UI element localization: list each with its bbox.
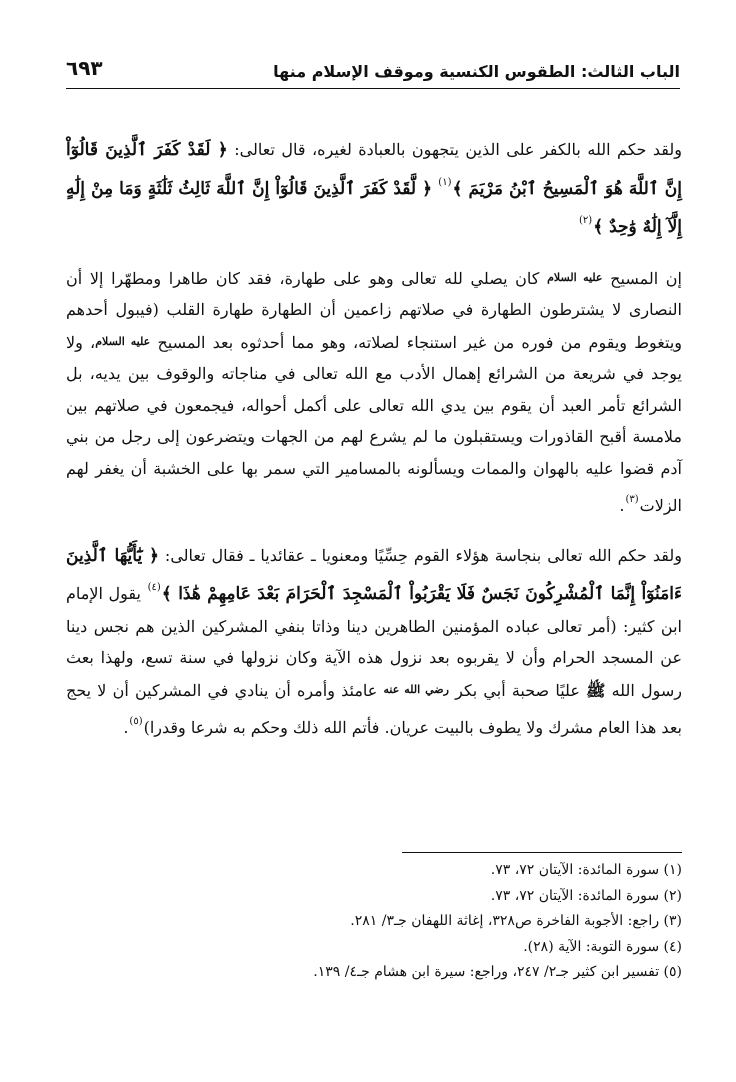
running-header bbox=[66, 50, 680, 90]
footnote-ref[interactable]: (٥) bbox=[129, 716, 143, 727]
paragraph-text: إن المسيح bbox=[610, 268, 683, 288]
paragraph-text: ولقد حكم الله بالكفر على الذين يتجهون بالعبادة لغيره، قال تعالى: bbox=[234, 140, 683, 159]
footnote-ref[interactable]: (٤) bbox=[147, 582, 161, 593]
honorific: رضي الله عنه bbox=[383, 682, 449, 696]
footnote-2: (٢) سورة المائدة: الآيتان ٧٢، ٧٣. bbox=[490, 887, 682, 904]
paragraph-text: ولقد حكم الله تعالى بنجاسة هؤلاء القوم حِسِّيًا ومعنويا ـ عقائديا ـ فقال تعالى: bbox=[164, 545, 682, 565]
footnotes bbox=[66, 858, 682, 986]
quran-verse: ﴿ يَٰٓأَيُّهَا ٱلَّذِينَ ءَامَنُوٓاْ إِنَّمَا ٱلْمُشْرِكُونَ نَجَسٌ فَلَا يَقْرَبُواْ ٱلْمَسْجِدَ ٱلْحَرَامَ بَعْدَ عَامِهِمْ هَٰذَا ﴾ bbox=[66, 545, 682, 604]
paragraph-text: ، ولا يوجد في شريعة من الشرائع إهمال الأدب مع الله تعالى في مناجاته والوقوف بين يديه، بل الشرائع تأمر العبد أن يقوم بين يدي الله تعالى على أكمل أحواله، فيجمعون في صلاتهم بين ملامسة أقبح القاذورات ويستقبلون ما لم يشرع لهم من الجهات ويتضرعون إلى رجل من بني آدم قضوا عليه بالهوان والممات ويسألونه بالمسامير التي سمر بها على الخشبة أن يغفر لهم الزلات bbox=[66, 332, 683, 515]
quran-verse: ﴿ لَّقَدْ كَفَرَ ٱلَّذِينَ قَالُوٓاْ إِنَّ ٱللَّهَ ثَالِثُ ثَلَٰثَةٍ وَمَا مِنْ إِلَٰهٍ إِلَّآ إِلَٰهٌ وَٰحِدٌ ﴾ bbox=[66, 178, 682, 237]
footnote-4: (٤) سورة التوبة: الآية (٢٨). bbox=[523, 938, 682, 955]
footnote-ref[interactable]: (٢) bbox=[579, 215, 593, 226]
paragraph-3: ولقد حكم الله تعالى بنجاسة هؤلاء القوم حِسِّيًا ومعنويا ـ عقائديا ـ فقال تعالى: ﴿ يَٰٓأَيُّهَا ٱلَّذِينَ ءَامَنُوٓاْ إِنَّمَا ٱلْمُشْرِكُونَ نَجَسٌ فَلَا يَقْرَبُواْ ٱلْمَسْجِدَ ٱلْحَرَامَ بَعْدَ عَامِهِمْ هَٰذَا ﴾$^{(٤)}$ يقول الإمام ابن كثير: (أمر تعالى عباده المؤمنين الطاهرين دينا وذاتا بنفي المشركين الذين هم نجس دينا عن المسجد الحرام وأن لا يقربوه بعد نزول هذه الآية وكان نزولها في سنة تسع، ولهذا بعث رسول الله ﷺ عليًا صحبة أبي بكر رضي الله عنه عامئذ وأمره أن ينادي في المشركين أن لا يحج بعد هذا العام مشرك ولا يطوف بالبيت عريان. فأتم الله ذلك وحكم به شرعا وقدرا)$^{(٥)}$. bbox=[66, 545, 682, 737]
paragraph-text: كان يصلي لله تعالى وهو على طهارة، فقد كان طاهرا ومطهّرا إلا أن النصارى لا يشترطون الطهارة في صلاتهم زاعمين أن الطهارة طهارة القلب (فيبول أحدهم ويتغوط ويقوم من فوره من غير استنجاء لصلاته، وهو مما أحدثوه بعد المسيح bbox=[66, 268, 682, 352]
paragraph-text: عليًا صحبة أبي بكر bbox=[455, 680, 580, 700]
footnote-ref[interactable]: (١) bbox=[438, 176, 452, 188]
chapter-title: الباب الثالث: الطقوس الكنسية وموقف الإسلام منها bbox=[273, 62, 680, 81]
quran-verse: ﴿ لَقَدْ كَفَرَ ٱلَّذِينَ قَالُوٓاْ إِنَّ ٱللَّهَ هُوَ ٱلْمَسِيحُ ٱبْنُ مَرْيَمَ ﴾ bbox=[66, 140, 682, 199]
honorific: عليه السلام bbox=[95, 334, 151, 348]
footnote-1: (١) سورة المائدة: الآيتان ٧٢، ٧٣. bbox=[490, 862, 682, 878]
main-text bbox=[66, 134, 682, 762]
paragraph-2: إن المسيح عليه السلام كان يصلي لله تعالى وهو على طهارة، فقد كان طاهرا ومطهّرا إلا أن النصارى لا يشترطون الطهارة في صلاتهم زاعمين أن الطهارة طهارة القلب (فيبول أحدهم ويتغوط ويقوم من فوره من غير استنجاء لصلاته، وهو مما أحدثوه بعد المسيح عليه السلام، ولا يوجد في شريعة من الشرائع إهمال الأدب مع الله تعالى في مناجاته والوقوف بين يديه، بل الشرائع تأمر العبد أن يقوم بين يدي الله تعالى على أكمل أحواله، فيجمعون في صلاتهم بين ملامسة أقبح القاذورات ويستقبلون ما لم يشرع لهم من الجهات ويتضرعون إلى رجل من بني آدم قضوا عليه بالهوان والممات ويسألونه بالمسامير التي سمر بها على الخشبة أن يغفر لهم الزلات$^{(٣)}$. bbox=[66, 268, 683, 515]
honorific: عليه السلام bbox=[547, 270, 603, 284]
footnote-ref[interactable]: (٣) bbox=[625, 494, 639, 505]
honorific: ﷺ bbox=[586, 680, 606, 700]
header-rule bbox=[66, 88, 680, 89]
page-number: ٦٩٣ bbox=[66, 56, 103, 80]
paragraph-text: يقول الإمام ابن كثير: (أمر تعالى عباده المؤمنين الطاهرين دينا وذاتا بنفي المشركين الذين هم نجس دينا عن المسجد الحرام وأن لا يقربوه بعد نزول هذه الآية وكان نزولها في سنة تسع، ولهذا بعث رسول الله bbox=[66, 584, 682, 700]
paragraph-1 bbox=[66, 134, 682, 244]
footnote-3: (٣) راجع: الأجوبة الفاخرة ص٣٢٨، إغاثة اللهفان جـ٣/ ٢٨١. bbox=[350, 913, 682, 929]
footnote-rule bbox=[402, 852, 682, 853]
footnote-5: (٥) تفسير ابن كثير جـ٢/ ٢٤٧، وراجع: سيرة ابن هشام جـ٤/ ١٣٩. bbox=[313, 964, 682, 980]
paragraph-text: عامئذ وأمره أن ينادي في المشركين أن لا يحج بعد هذا العام مشرك ولا يطوف بالبيت عريان. فأتم الله ذلك وحكم به شرعا وقدرا) bbox=[66, 680, 682, 737]
